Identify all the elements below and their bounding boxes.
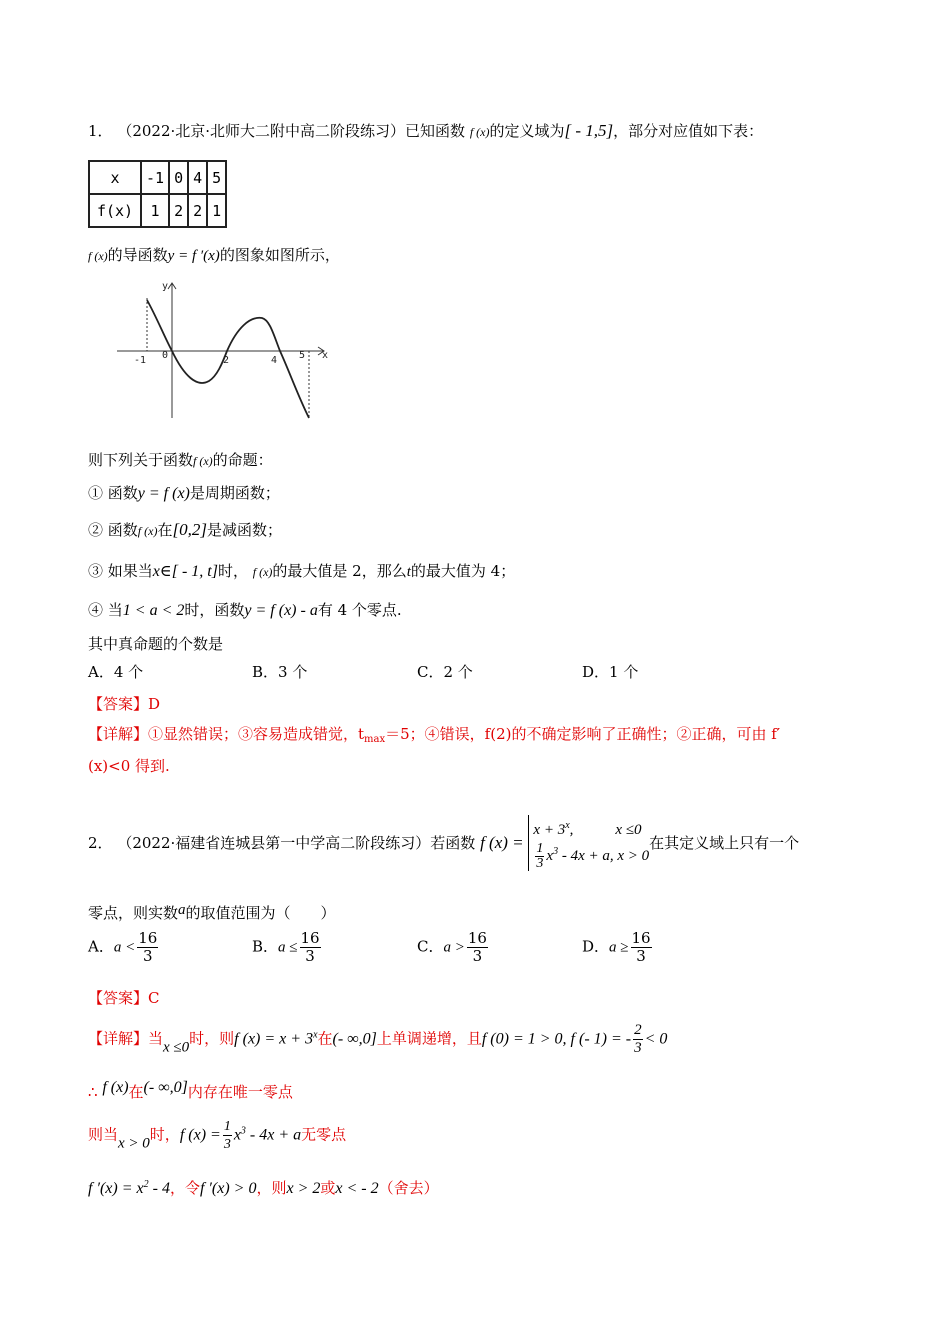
q1-option-a: A．4 个 [88,663,144,681]
q2-detail-3: 则当x > 0时，f (x) = $\frac{1}{3}$ $x^3 - 4x + a$无零点 [88,1119,347,1152]
q1-option-b: B．3 个 [252,663,308,681]
q2-option-d: D．a ≥ $\frac{16}{3}$ [582,929,651,965]
q1-proposition-4: ④ 当1 < a < 2时，函数y = f (x) - a有 4 个零点. [88,601,402,619]
q1-detail: 【详解】①显然错误；③容易造成错觉，$t_{max}=5$；④错误，f(2)的不确定影响了正确性；②正确，可由 f′ [88,725,781,745]
q1-option-d: D．1 个 [582,663,639,681]
table-row: f(x) 1 2 2 1 [89,194,226,227]
q1-proposition-3: ③ 如果当x∈[ - 1, t]时， f (x)的最大值是 2，那么t的最大值为 4； [88,562,516,580]
tick-label: 2 [223,355,230,366]
x-axis-label: x [322,350,329,361]
q1-question: 其中真命题的个数是 [88,635,224,653]
q1-stem: 1． （2022·北京·北师大二附中高二阶段练习）已知函数 f (x)的定义域为[ - 1,5]，部分对应值如下表： [88,121,764,140]
q1-number: 1． [88,122,113,140]
q1-derivative-graph [112,278,337,423]
q1-proposition-1: ① 函数y = f (x)是周期函数； [88,484,280,502]
tick-label: -1 [134,355,147,366]
tick-label: 4 [271,355,278,366]
q1-detail-cont: (x)<0 得到. [88,757,170,775]
q2-detail-1: 【详解】当x ≤0时，则f $(x) = x + 3^x$在(- ∞,0]上单调递增，且f (0) = 1 > 0, f (- 1) = - $\frac{2}{3}$ < 0 [88,1022,668,1056]
q1-value-table [88,160,227,228]
q2-piecewise: $x + 3^x$, x ≤0 $\frac{1}{3}$ $x^3 - 4x + a$, x > 0 [528,815,649,871]
q1-answer: 【答案】D [88,695,161,713]
q1-domain: [ - 1,5] [564,121,614,140]
q2-stem: 2． （2022·福建省连城县第一中学高二阶段练习）若函数 f (x) = $x + 3^x$, x ≤0 $\frac{1}{3}$ $x^3 - 4x + a$, x > 0 在其定义域上只有一个 [88,815,799,871]
q2-option-b: B．a ≤ $\frac{16}{3}$ [252,929,320,965]
tick-label: 0 [162,350,169,361]
q1-intro: 则下列关于函数f (x)的命题： [88,451,273,469]
tick-label: 5 [299,350,306,361]
q2-stem-cont: 零点，则实数a的取值范围为（ ） [88,902,336,922]
q2-answer: 【答案】C [88,989,160,1007]
q2-option-a: A．a < $\frac{16}{3}$ [88,929,158,965]
q2-number: 2． [88,834,113,853]
q1-source: （2022·北京·北师大二附中高二阶段练习） [117,122,406,140]
q1-derivative-line: f (x)的导函数y = f ′(x)的图象如图所示， [88,246,340,264]
q2-source: （2022·福建省连城县第一中学高二阶段练习） [117,834,431,853]
q2-detail-2: ∴ f (x)在(- ∞,0]内存在唯一零点 [88,1079,293,1101]
q2-option-c: C．a > $\frac{16}{3}$ [417,929,487,965]
table-row: x -1 0 4 5 [89,161,226,194]
q2-detail-4: f $'(x) = x^2 - 4$，令f ′(x) > 0，则x > 2或x < - 2（舍去） [88,1179,439,1197]
y-axis-label: y [162,281,169,292]
q1-option-c: C．2 个 [417,663,473,681]
q1-proposition-2: ② 函数f (x)在[0,2]是减函数； [88,520,282,539]
